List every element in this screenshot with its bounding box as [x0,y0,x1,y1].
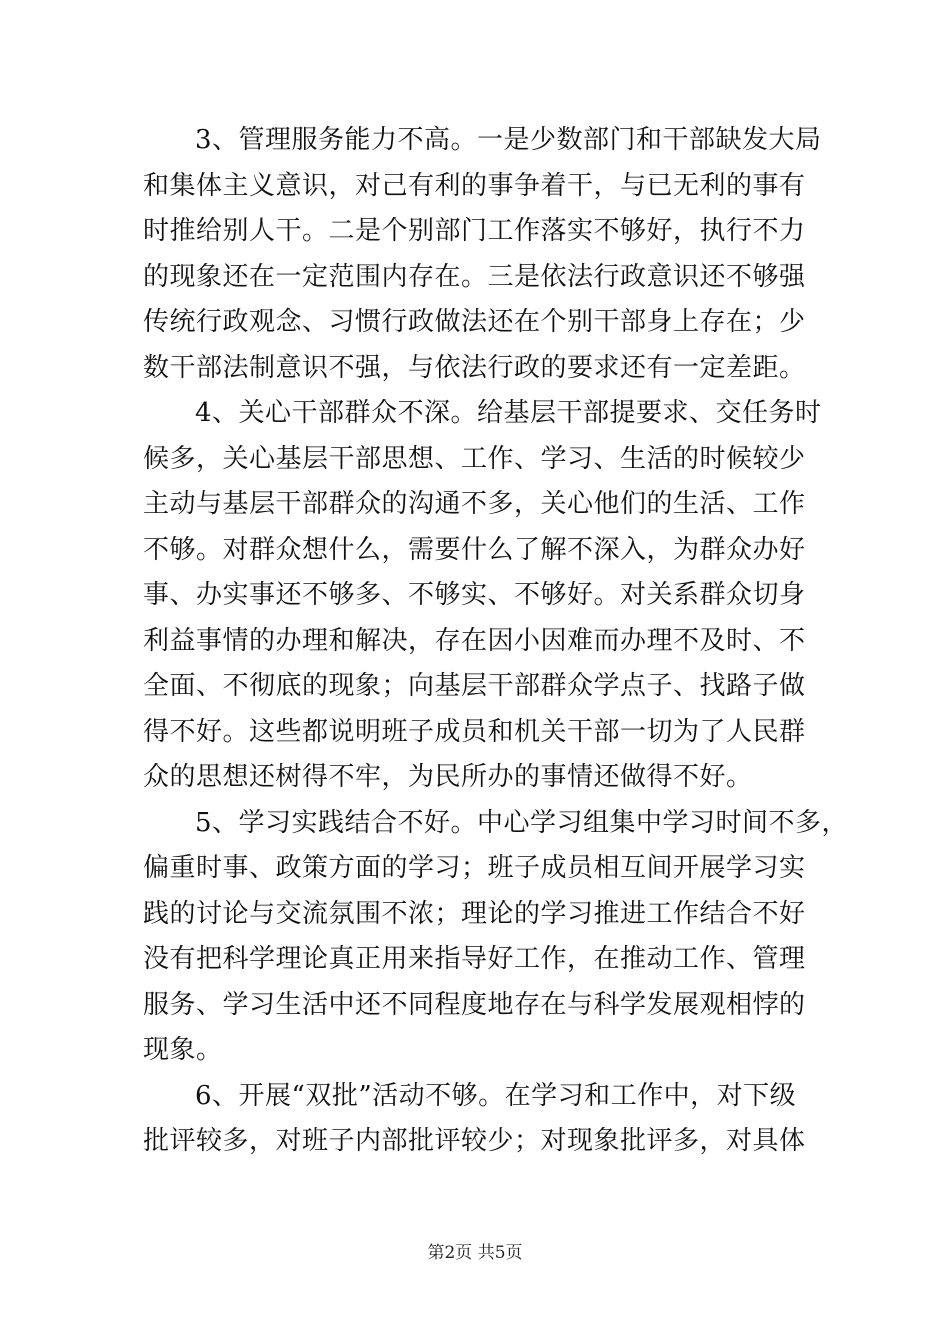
text-line: 批评较多，对班子内部批评较少；对现象批评多，对具体 [143,1126,806,1156]
text-line: 现象。 [143,1035,223,1065]
text-line: 服务、学习生活中还不同程度地存在与科学发展观相悖的 [143,989,806,1020]
text-line: 传统行政观念、习惯行政做法还在个别干部身上存在；少 [143,307,806,337]
text-line: 不够。对群众想什么，需要什么了解不深入，为群众办好 [143,534,806,565]
text-line: 时推给别人干。二是个别部门工作落实不够好，执行不力 [143,216,806,246]
text-line: 事、办实事还不够多、不够实、不够好。对关系群众切身 [143,580,806,610]
text-line: 3、管理服务能力不高。一是少数部门和干部缺发大局 [195,125,822,155]
paragraph-3 [143,118,823,391]
paragraph-4 [143,391,823,801]
text-line: 得不好。这些都说明班子成员和机关干部一切为了人民群 [143,716,806,747]
paragraph-6 [143,1074,823,1165]
text-line: 众的思想还树得不牢，为民所办的事情还做得不好。 [143,762,753,792]
text-line: 利益事情的办理和解决，存在因小因难而办理不及时、不 [143,625,806,656]
document-body [143,118,849,1165]
text-line: 数干部法制意识不强，与依法行政的要求还有一定差距。 [143,352,806,383]
text-line: 5、学习实践结合不好。中心学习组集中学习时间不多， [195,807,849,838]
text-line: 主动与基层干部群众的沟通不多，关心他们的生活、工作 [143,489,806,519]
text-line: 的现象还在一定范围内存在。三是依法行政意识还不够强 [143,261,806,292]
text-line: 候多，关心基层干部思想、工作、学习、生活的时候较少 [143,443,806,474]
text-line: 偏重时事、政策方面的学习；班子成员相互间开展学习实 [143,853,806,883]
paragraph-5 [143,801,849,1074]
text-line: 和集体主义意识，对己有利的事争着干，与已无利的事有 [143,170,806,201]
text-line: 没有把科学理论真正用来指导好工作，在推动工作、管理 [143,944,806,974]
text-line: 6、开展“双批”活动不够。在学习和工作中，对下级 [195,1080,797,1111]
page-footer: 第2页 共5页 [427,1243,523,1263]
text-line: 践的讨论与交流氛围不浓；理论的学习推进工作结合不好 [143,898,806,929]
text-line: 全面、不彻底的现象；向基层干部群众学点子、找路子做 [143,671,806,701]
text-line: 4、关心干部群众不深。给基层干部提要求、交任务时 [195,398,822,428]
